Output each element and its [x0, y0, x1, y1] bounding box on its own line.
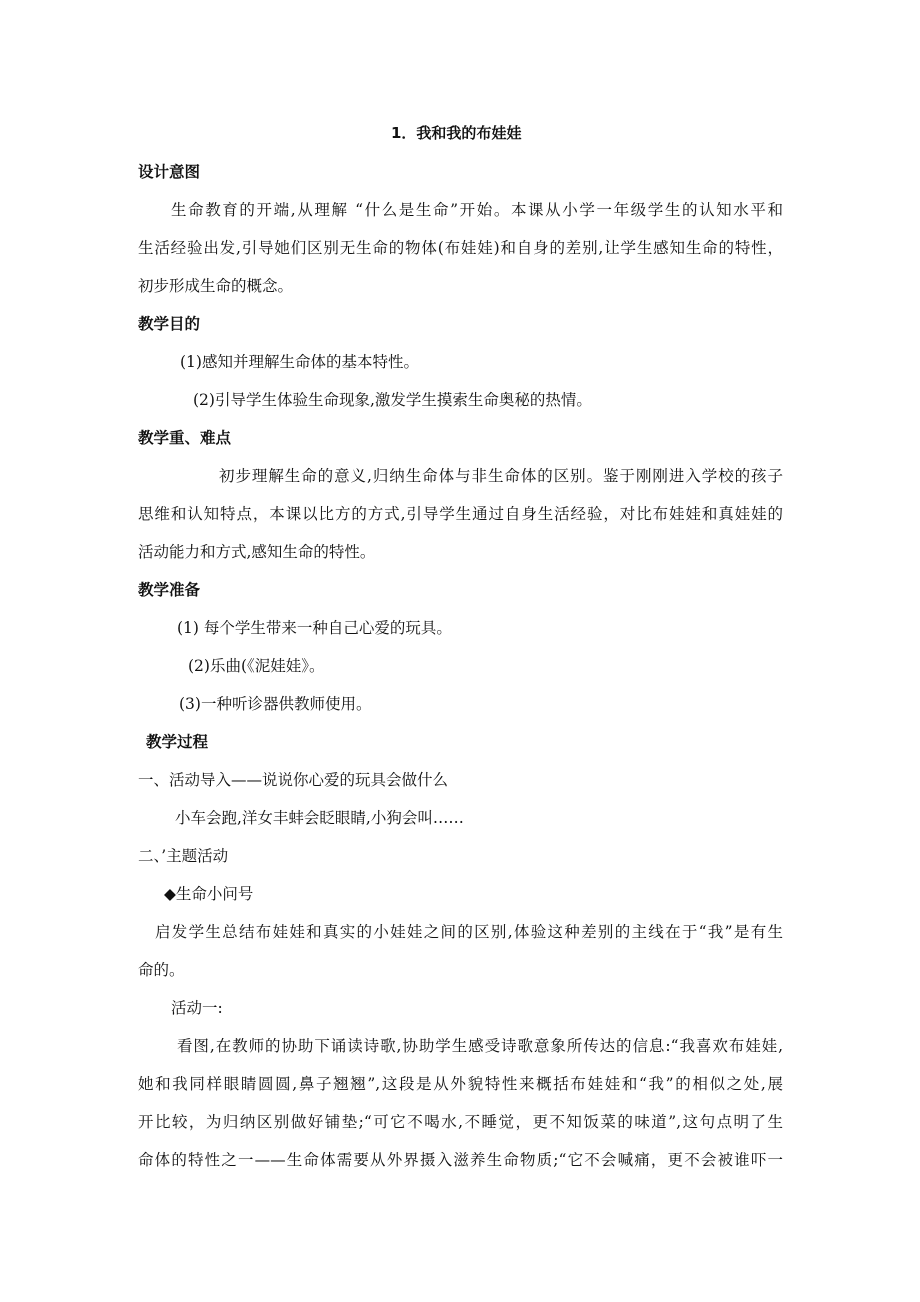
paragraph-line: 初步理解生命的意义,归纳生命体与非生命体的区别。鉴于刚刚进入学校的孩子 — [219, 467, 783, 485]
paragraph-line: 初步形成生命的概念。 — [138, 277, 294, 295]
section-heading-preparation: 教学准备 — [138, 581, 201, 599]
section-heading-teaching-goals: 教学目的 — [138, 315, 201, 333]
list-item: (1) 每个学生带来一种自己心爱的玩具。 — [177, 619, 452, 637]
paragraph-line: 思维和认知特点，本课以比方的方式,引导学生通过自身生活经验，对比布娃娃和真娃娃的 — [138, 505, 783, 523]
subsection-heading: 一、活动导入——说说你心爱的玩具会做什么 — [138, 771, 449, 789]
paragraph-line: 活动能力和方式,感知生命的特性。 — [138, 543, 376, 561]
section-heading-key-points: 教学重、难点 — [138, 429, 232, 447]
list-item: (2)引导学生体验生命现象,激发学生摸索生命奥秘的热情。 — [193, 391, 592, 409]
paragraph-line: 小车会跑,洋女丰蚌会眨眼睛,小狗会叫…… — [175, 809, 464, 827]
list-item: (1)感知并理解生命体的基本特性。 — [180, 353, 419, 371]
document-title: 1．我和我的布娃娃 — [391, 124, 522, 142]
section-heading-teaching-process: 教学过程 — [146, 733, 209, 751]
paragraph-line: 生活经验出发,引导她们区别无生命的物体(布娃娃)和自身的差别,让学生感知生命的特性， — [138, 239, 783, 257]
activity-label: 活动一: — [171, 999, 223, 1017]
subsection-heading: 二、’主题活动 — [138, 847, 229, 865]
paragraph-line: 启发学生总结布娃娃和真实的小娃娃之间的区别,体验这种差别的主线在于“我”是有生 — [155, 923, 783, 941]
paragraph-line: 看图,在教师的协助下诵读诗歌,协助学生感受诗歌意象所传达的信息:“我喜欢布娃娃, — [177, 1037, 783, 1055]
paragraph-line: 开比较，为归纳区别做好铺垫;“可它不喝水,不睡觉，更不知饭菜的味道”,这句点明了生 — [138, 1113, 783, 1131]
section-heading-design-intent: 设计意图 — [138, 163, 201, 181]
paragraph-line: 命的。 — [138, 961, 185, 979]
paragraph-line: 命体的特性之一——生命体需要从外界摄入滋养生命物质;“它不会喊痛，更不会被谁吓一 — [138, 1151, 783, 1169]
paragraph-line: 她和我同样眼睛圆圆,鼻子翘翘”,这段是从外貌特性来概括布娃娃和“我”的相似之处,展 — [138, 1075, 783, 1093]
list-item: (2)乐曲(《泥娃娃》。 — [188, 657, 325, 675]
bullet-item: ◆生命小问号 — [164, 885, 254, 903]
list-item: (3)一种听诊器供教师使用。 — [179, 695, 372, 713]
paragraph-line: 生命教育的开端,从理解 “什么是生命”开始。本课从小学一年级学生的认知水平和 — [171, 201, 783, 219]
